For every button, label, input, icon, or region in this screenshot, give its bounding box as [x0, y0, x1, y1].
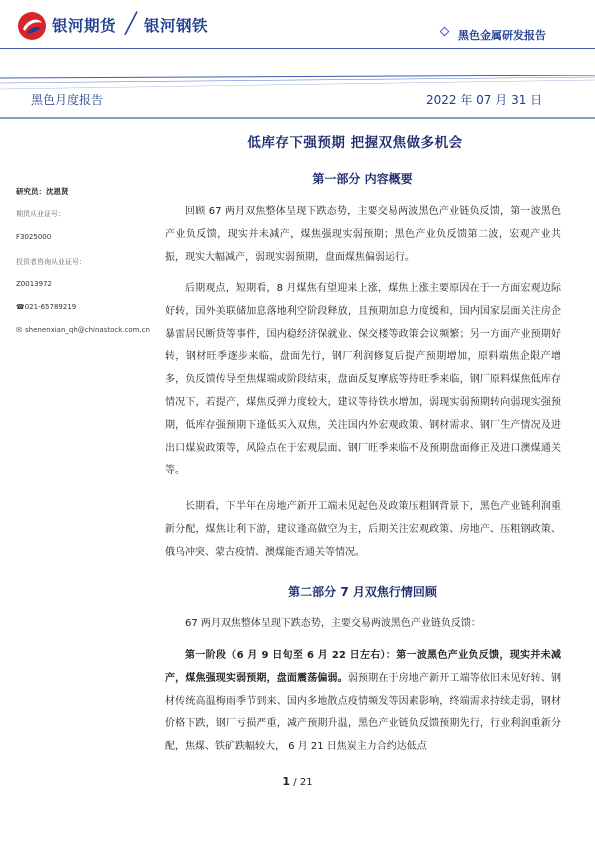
brand-separator: ╱ [125, 11, 138, 35]
cert-label: 期货从业证号： [16, 210, 65, 218]
brand-name-steel: 银河钢铁 [144, 17, 209, 35]
section1-heading: 第一部分 内容概要 [312, 172, 413, 186]
page-header [0, 0, 595, 58]
report-date: 2022 年 07 月 31 日 [426, 93, 543, 107]
report-type: 黑色月度报告 [31, 93, 104, 107]
email-row [16, 326, 150, 334]
section2-heading: 第二部分 7 月双焦行情回顾 [288, 585, 437, 599]
cert-number: F3025000 [16, 233, 52, 241]
department-label: 黑色金属研发报告 [458, 29, 546, 42]
page-total: 21 [299, 777, 313, 788]
brand-name: 银河期货 [52, 17, 117, 35]
phase-one-body: 弱预期在于房地产新开工端等依旧未见好转、钢材传统高温梅雨季节到来、国内多地散点疫情频发等因素影响，终端需求持续走弱，钢材价格下跌，钢厂亏损严重，减产预期升温，黑色产业链负反馈预期先行，行业利润重新分配，焦煤、铁矿跌幅较大， 6 月 21 日焦炭主力合约达低点 [165, 672, 562, 753]
researcher-name: 研究员：沈恩贤 [16, 187, 69, 196]
report-title: 低库存下强预期 把握双焦做多机会 [247, 135, 463, 151]
page-footer [0, 775, 595, 788]
email-address[interactable]: shenenxian_qh@chinastock.com.cn [25, 326, 150, 334]
page-number: 1 [282, 775, 291, 788]
consult-label: 投资者咨询从业证号： [16, 258, 86, 266]
section1-paragraph: 后期观点，短期看，8 月煤焦有望迎来上涨，煤焦上涨主要原因在于一方面宏观边际好转，国外美联储加息落地利空阶段释放，且预期加息力度缓和，国内国家层面关注房企暴雷居民断贷等事件，国内稳经济保就业、保交楼等政策会议频繁；另一方面产业预期好转，钢材旺季逐步来临，盘面先行，钢厂利润修复后提产预期增加，原料端焦企限产增多，负反馈传导至焦煤端或阶段结束，盘面反复摩底等待旺季来临，钢厂原料煤焦低库存情况下，若提产，煤焦反弹力度较大，建议等待铁水增加，弱现实弱预期转向弱现实强预期，低库存强预期下逢低买入双焦，关注国内外宏观政策、钢材需求、钢厂生产情况及进出口煤炭政策等，风险点在于宏观层面、钢厂旺季来临不及预期盘面修正及进口澳煤通关等。 [165, 283, 561, 477]
section2-paragraph [165, 645, 561, 759]
section1-paragraph: 回顾 67 两月双焦整体呈现下跌态势，主要交易两波黑色产业链负反馈，第一波黑色产业负反馈，现实并未减产，煤焦强现实弱预期；黑色产业负反馈第二波，宏观产业共振，现实大幅减产，弱现实弱预期，盘面煤焦偏弱运行。 [165, 206, 561, 263]
phase-one-heading: 第一阶段（6 月 9 日旬至 6 月 22 日左右）：第一波黑色产业负反馈，现实并未减产，煤焦强现实弱预期，盘面震荡偏弱。 [165, 650, 561, 684]
consult-number: Z0013972 [16, 280, 52, 288]
section1-paragraph: 长期看，下半年在房地产新开工端未见起色及政策压粗钢背景下，黑色产业链利润重新分配，煤焦让利下游，建议逢高做空为主，后期关注宏观政策、房地产、压粗钢政策、俄乌冲突、蒙古疫情、澳煤能否通关等情况。 [165, 501, 561, 558]
section2-paragraph: 67 两月双焦整体呈现下跌态势，主要交易两波黑色产业链负反馈： [185, 618, 481, 629]
mail-icon: ✉ [16, 326, 22, 334]
diamond-icon [440, 27, 450, 37]
header-rule [0, 48, 595, 49]
phone-number: ☎021-65789219 [16, 303, 77, 311]
page-separator: / [293, 777, 297, 788]
galaxy-logo-icon [17, 11, 47, 41]
